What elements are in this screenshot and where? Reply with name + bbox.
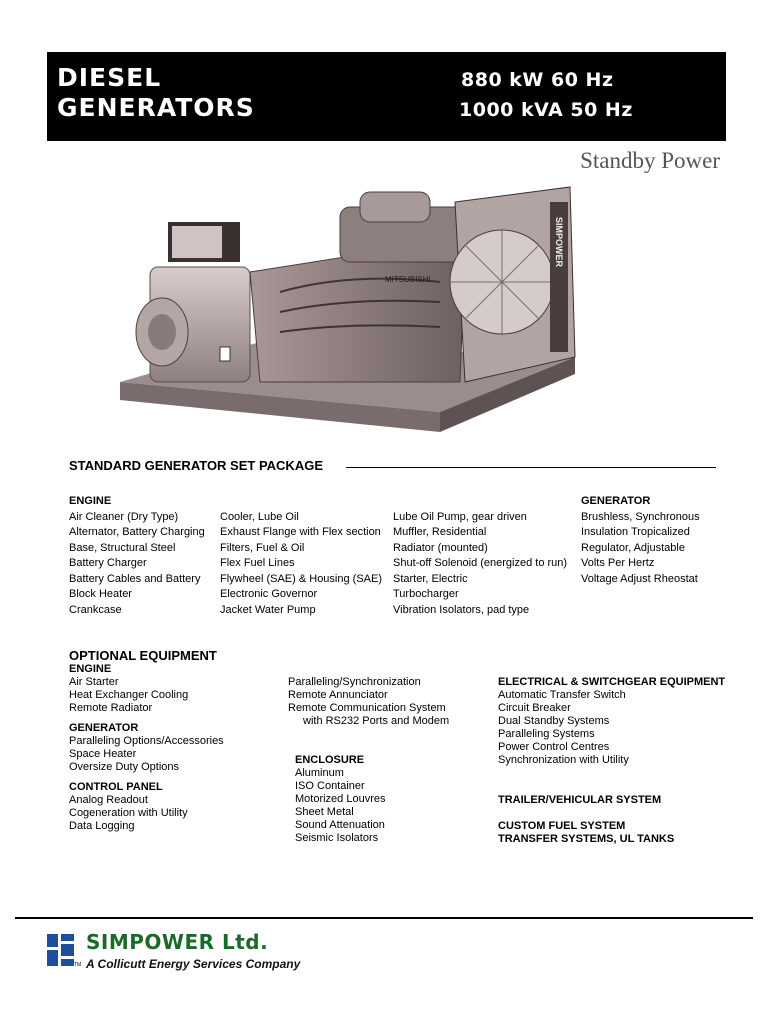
list-item: Air Starter <box>69 676 119 688</box>
list-item: Remote Communication System <box>288 702 446 714</box>
optional-col-2 <box>288 676 449 728</box>
optional-equipment-title: OPTIONAL EQUIPMENT <box>69 648 217 663</box>
standard-col-3 <box>393 510 567 619</box>
list-item: Oversize Duty Options <box>69 761 180 773</box>
rating-kw: 880 kW 60 Hz <box>461 69 614 91</box>
list-item: Alternator, Battery Charging <box>69 526 205 538</box>
engine-brand-text: MITSUBISHI <box>385 275 431 284</box>
title-line-2: GENERATORS <box>57 93 255 122</box>
list-item: Brushless, Synchronous <box>581 510 700 523</box>
list-item: Sound Attenuation <box>295 819 385 831</box>
list-item: Battery Cables and Battery <box>69 572 201 585</box>
list-item: Flywheel (SAE) & Housing (SAE) <box>220 572 382 585</box>
list-item: Cogeneration with Utility <box>69 807 188 819</box>
list-item: Starter, Electric <box>393 572 468 585</box>
list-item: Remote Radiator <box>69 702 153 714</box>
footer-rule <box>15 917 753 919</box>
list-item: Regulator, Adjustable <box>581 541 685 554</box>
list-item: with RS232 Ports and Modem <box>303 715 450 727</box>
list-item: Automatic Transfer Switch <box>498 689 626 701</box>
list-item: Flex Fuel Lines <box>220 557 295 569</box>
optional-enclosure-heading: ENCLOSURE <box>295 754 365 766</box>
list-item: Shut-off Solenoid (energized to run) <box>393 557 568 569</box>
list-item: Base, Structural Steel <box>69 541 176 554</box>
rating-kva: 1000 kVA 50 Hz <box>459 99 633 121</box>
list-item: Vibration Isolators, pad type <box>393 603 530 616</box>
optional-generator-heading: GENERATOR <box>69 722 139 734</box>
list-item: Aluminum <box>295 767 344 779</box>
standard-engine-heading: ENGINE <box>69 495 112 507</box>
list-item: Space Heater <box>69 748 137 760</box>
standard-col-4 <box>581 494 700 587</box>
company-tagline: A Collicutt Energy Services Company <box>86 957 301 971</box>
list-item: Insulation Tropicalized <box>581 526 690 538</box>
optional-engine-heading: ENGINE <box>69 663 112 675</box>
section-rule <box>346 467 716 468</box>
optional-col-3-lower <box>498 794 674 846</box>
optional-col-1 <box>69 663 224 833</box>
list-item: Power Control Centres <box>498 741 610 753</box>
list-item: Paralleling/Synchronization <box>288 676 421 688</box>
list-item: Jacket Water Pump <box>220 603 316 616</box>
list-item: Paralleling Systems <box>498 728 595 740</box>
optional-enclosure <box>295 754 386 845</box>
list-item: Air Cleaner (Dry Type) <box>69 510 179 523</box>
list-item: Motorized Louvres <box>295 793 386 805</box>
list-item: Remote Annunciator <box>288 689 388 701</box>
list-item: Block Heater <box>69 588 132 600</box>
standard-package-title: STANDARD GENERATOR SET PACKAGE <box>69 458 323 473</box>
radiator-brand-text: SIMPOWER <box>554 217 564 268</box>
list-item: Seismic Isolators <box>295 832 379 844</box>
list-item: Sheet Metal <box>295 806 354 818</box>
company-name: SIMPOWER Ltd. <box>86 930 269 954</box>
list-item: Volts Per Hertz <box>581 557 655 569</box>
optional-electrical-heading: ELECTRICAL & SWITCHGEAR EQUIPMENT <box>498 676 726 688</box>
optional-trailer-heading: TRAILER/VEHICULAR SYSTEM <box>498 794 662 806</box>
list-item: Heat Exchanger Cooling <box>69 689 189 701</box>
optional-col-3 <box>498 676 725 767</box>
list-item: Synchronization with Utility <box>498 754 629 766</box>
list-item: Exhaust Flange with Flex section <box>220 526 381 538</box>
optional-control-panel-heading: CONTROL PANEL <box>69 781 163 793</box>
list-item: Analog Readout <box>69 794 148 806</box>
list-item: Data Logging <box>69 820 135 832</box>
trademark-mark: TM <box>74 962 82 968</box>
list-item: Muffler, Residential <box>393 526 487 538</box>
standard-col-1 <box>69 494 205 618</box>
list-item: ISO Container <box>295 780 365 792</box>
list-item: Crankcase <box>69 603 122 616</box>
standard-generator-heading: GENERATOR <box>581 495 651 507</box>
standard-col-2 <box>220 510 382 619</box>
subtitle-standby-power: Standby Power <box>580 148 720 173</box>
list-item: Cooler, Lube Oil <box>220 510 299 523</box>
list-item: Electronic Governor <box>220 588 318 600</box>
list-item: Filters, Fuel & Oil <box>220 541 305 554</box>
list-item: Lube Oil Pump, gear driven <box>393 510 527 523</box>
list-item: Voltage Adjust Rheostat <box>581 572 698 585</box>
list-item: Dual Standby Systems <box>498 715 610 727</box>
list-item: Circuit Breaker <box>498 702 571 714</box>
list-item: Turbocharger <box>393 588 459 600</box>
list-item: Radiator (mounted) <box>393 541 488 554</box>
simpower-logo-icon <box>47 934 74 966</box>
list-item: Paralleling Options/Accessories <box>69 735 224 747</box>
generator-photo <box>110 182 590 450</box>
optional-fuel-heading: CUSTOM FUEL SYSTEM <box>498 820 626 832</box>
title-line-1: DIESEL <box>57 63 162 92</box>
list-item: Battery Charger <box>69 557 147 569</box>
optional-transfer-heading: TRANSFER SYSTEMS, UL TANKS <box>498 833 675 845</box>
